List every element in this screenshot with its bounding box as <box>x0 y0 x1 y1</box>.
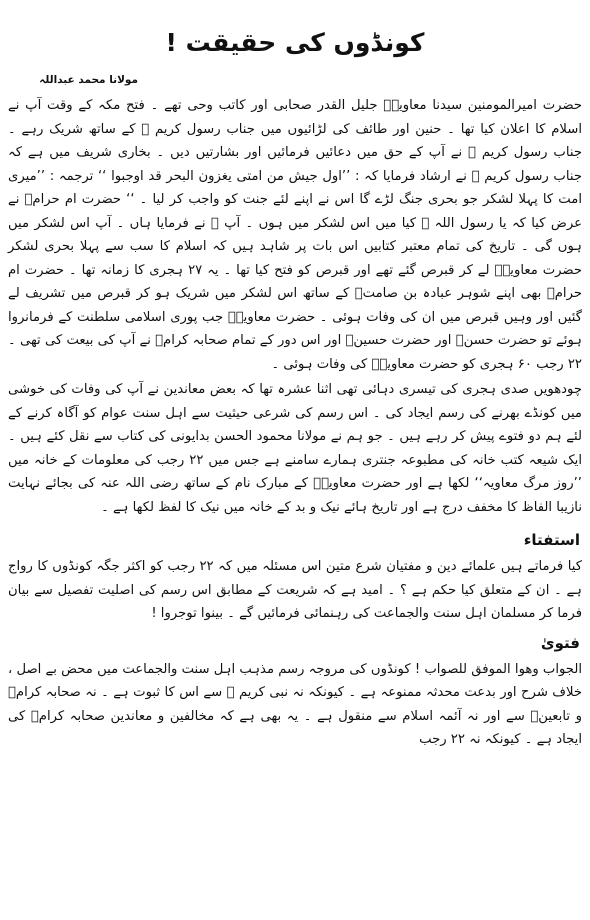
article-body <box>8 94 582 752</box>
article-paragraph: حضرت امیرالمومنین سیدنا معاویہؓ جلیل القدر صحابی اور کاتب وحی تھے ۔ فتح مکہ کے وقت آپ نے اسلام کا اعلان کیا تھا ۔ حنین اور طائف کی لڑائیوں میں جناب رسول کریم ﷺ کے ساتھ شریک رہے ۔ جناب رسول کریم ﷺ نے آپ کے حق میں دعائیں فرمائیں اور بشارتیں دیں ۔ بخاری شریف میں ہے کہ جناب رسول کریم ﷺ نے ارشاد فرمایا کہ : ’’اول جیش من امتی یغزون البحر قد اوجبوا ‘‘ ترجمہ : ’’میری امت کا پہلا لشکر جو بحری جنگ لڑے گا اس نے اپنے لئے جنت کو واجب کر لیا ۔ ‘‘ حضرت ام حرامؓ نے عرض کیا کہ یا رسول اللہ ﷺ کیا میں اس لشکر میں ہوں ۔ آپ ﷺ نے فرمایا ہاں ۔ آپ اس لشکر میں ہوں گی ۔ تاریخ کی تمام معتبر کتابیں اس بات پر شاہد ہیں کہ اسلام کا سب سے پہلا بحری لشکر حضرت معاویہؓ لے کر قبرص گئے تھے اور قبرص کو فتح کیا تھا ۔ یہ ۲۷ ہجری کا زمانہ تھا ۔ حضرت ام حرامؓ بھی اپنے شوہر عبادہ بن صامتؓ کے ساتھ اس لشکر میں شریک ہو کر قبرص میں تشریف لے گئیں اور وہیں قبرص میں ان کی وفات ہوئی ۔ حضرت معاویہؓ جب پوری اسلامی سلطنت کے فرمانروا ہوئے تو حضرت حسنؓ اور حضرت حسینؓ اور اس دور کے تمام صحابہ کرامؓ نے آپ کی بیعت کی تھی ۔ ۲۲ رجب ۶۰ ہجری کو حضرت معاویہؓ کی وفات ہوئی ۔ <box>8 98 582 372</box>
page-title: کونڈوں کی حقیقت ! <box>165 28 425 57</box>
author-name: مولانا محمد عبداللہ <box>39 74 138 86</box>
article-paragraph: چودھویں صدی ہجری کی تیسری دہائی تھی اثنا عشرہ تھا کہ بعض معاندین نے آپ کی وفات کی خوشی میں کونڈے بھرنے کی رسم ایجاد کی ۔ اس رسم کی شرعی حیثیت سے اہل سنت عوام کو آگاہ کرنے کے لئے ہم دو فتوے پیش کر رہے ہیں ۔ جو ہم نے مولانا محمود الحسن بدایونی کی کتاب سے نقل کئے ہیں ۔ ایک شیعہ کتب خانہ کی مطبوعہ جنتری ہمارے سامنے ہے جس میں ۲۲ رجب کی معلومات کے خانہ میں ’’روز مرگ معاویہ‘‘ لکھا ہے اور حضرت معاویہؓ کے مبارک نام کے ساتھ رضی اللہ عنہ کی بجائے نہایت نازیبا الفاظ کا مخفف درج ہے اور تاریخ ہائے نیک و بد کے خانہ میں نیک کا لفظ لکھا ہے ۔ <box>8 382 582 515</box>
istifta-heading: استفتاء <box>523 531 580 549</box>
fatwa-heading: فتویٰ <box>540 633 580 652</box>
fatwa-paragraph: الجواب وھوا الموفق للصواب ! کونڈوں کی مروجہ رسم مذہب اہل سنت والجماعت میں محض بے اصل ، خلاف شرح اور بدعت محدثہ ممنوعہ ہے ۔ کیونکہ نہ نبی کریم ﷺ سے اس کا ثبوت ہے ۔ نہ صحابہ کرامؓ و تابعینؒ سے اور نہ آئمہ اسلام سے منقول ہے ۔ یہ بھی ہے کہ مخالفین و معاندین صحابہ کرامؓ کی ایجاد ہے ۔ کیونکہ نہ ۲۲ رجب <box>8 661 582 747</box>
istifta-paragraph: کیا فرماتے ہیں علمائے دین و مفتیان شرع متین اس مسئلہ میں کہ ۲۲ رجب کو اکثر جگہ کونڈوں کا رواج ہے ۔ ان کے متعلق کیا حکم ہے ؟ ۔ امید ہے کہ شریعت کے مطابق اس رسم کی اصلیت تفصیل سے بیان فرما کر مسلمان اہل سنت والجماعت کی رہنمائی فرمائیں گے ۔ بینوا توجروا ! <box>8 559 582 621</box>
